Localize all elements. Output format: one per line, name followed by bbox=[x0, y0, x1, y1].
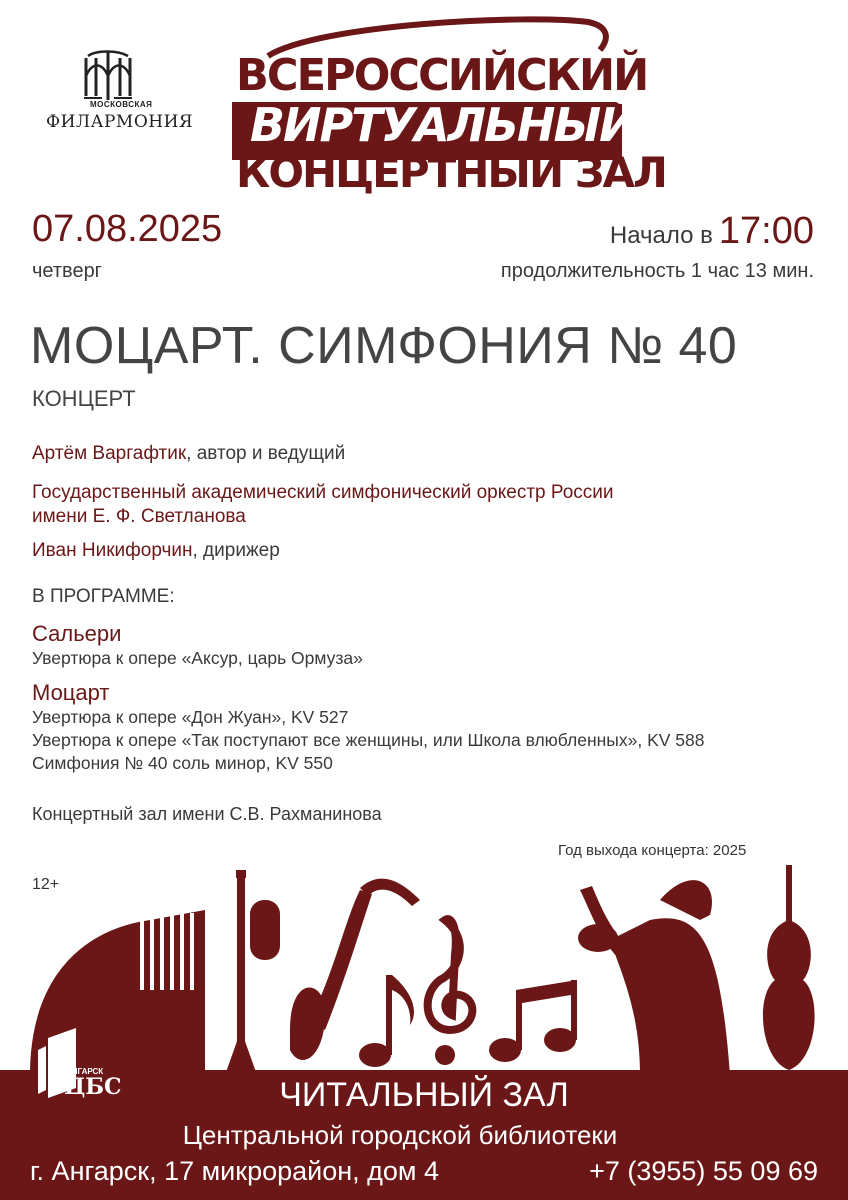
event-weekday: четверг bbox=[32, 260, 102, 282]
project-line3: КОНЦЕРТНЫЙ ЗАЛ bbox=[236, 148, 666, 197]
release-year: Год выхода концерта: 2025 bbox=[558, 842, 747, 859]
instruments-illustration bbox=[0, 860, 848, 1075]
philharmonia-logo bbox=[44, 48, 194, 138]
orchestra-name-line1: Государственный академический симфонический оркестр России bbox=[32, 482, 614, 503]
performer-name: Артём Варгафтик bbox=[32, 443, 187, 464]
work-item: Симфония № 40 соль минор, KV 550 bbox=[32, 753, 333, 773]
program-heading: В ПРОГРАММЕ: bbox=[32, 586, 175, 607]
violin-icon bbox=[763, 865, 815, 1070]
reading-room: ЧИТАЛЬНЫЙ ЗАЛ bbox=[279, 1076, 569, 1114]
address: г. Ангарск, 17 микрорайон, дом 4 bbox=[30, 1156, 439, 1186]
start-time: 17:00 bbox=[718, 210, 814, 252]
philharmonia-emblem-icon bbox=[78, 48, 138, 106]
philharmonia-small-text: МОСКОВСКАЯ bbox=[90, 100, 153, 109]
saxophone-icon bbox=[290, 879, 420, 1060]
start-label: Начало в bbox=[609, 222, 713, 249]
performer-orchestra bbox=[32, 481, 614, 529]
age-rating: 12+ bbox=[32, 876, 60, 893]
trumpet-icon bbox=[225, 870, 280, 1075]
cbs-city: АНГАРСК bbox=[66, 1067, 104, 1076]
saxophonist-icon bbox=[578, 880, 730, 1075]
start-time-block bbox=[610, 210, 814, 253]
composer-name: Сальери bbox=[32, 621, 122, 646]
performer-role: , автор и ведущий bbox=[186, 443, 346, 464]
project-logo bbox=[228, 16, 666, 197]
project-line2: ВИРТУАЛЬНЫЙ bbox=[250, 98, 636, 152]
treble-clef-icon bbox=[428, 919, 473, 1030]
performer-host bbox=[32, 442, 345, 466]
event-duration: продолжительность 1 час 13 мин. bbox=[500, 260, 814, 282]
performer-name: Иван Никифорчин bbox=[32, 540, 193, 561]
event-date: 07.08.2025 bbox=[32, 208, 223, 250]
venue: Концертный зал имени С.В. Рахманинова bbox=[32, 804, 382, 824]
concert-title: МОЦАРТ. СИМФОНИЯ № 40 bbox=[30, 317, 738, 375]
performer-conductor bbox=[32, 539, 280, 563]
philharmonia-name: ФИЛАРМОНИЯ bbox=[46, 112, 194, 132]
library-name: Центральной городской библиотеки bbox=[182, 1120, 618, 1150]
phone-number: +7 (3955) 55 09 69 bbox=[589, 1156, 818, 1186]
concert-type: КОНЦЕРТ bbox=[32, 386, 136, 411]
composer-name: Моцарт bbox=[32, 680, 110, 705]
work-item: Увертюра к опере «Аксур, царь Ормуза» bbox=[32, 648, 363, 668]
performer-role: , дирижер bbox=[192, 540, 280, 561]
work-item: Увертюра к опере «Так поступают все женщины, или Школа влюбленных», KV 588 bbox=[32, 730, 705, 750]
cbs-name: ЦБС bbox=[64, 1074, 122, 1100]
work-item: Увертюра к опере «Дон Жуан», KV 527 bbox=[32, 707, 349, 727]
project-line1: ВСЕРОССИЙСКИЙ bbox=[236, 50, 648, 101]
orchestra-name-line2: имени Е. Ф. Светланова bbox=[32, 506, 246, 527]
